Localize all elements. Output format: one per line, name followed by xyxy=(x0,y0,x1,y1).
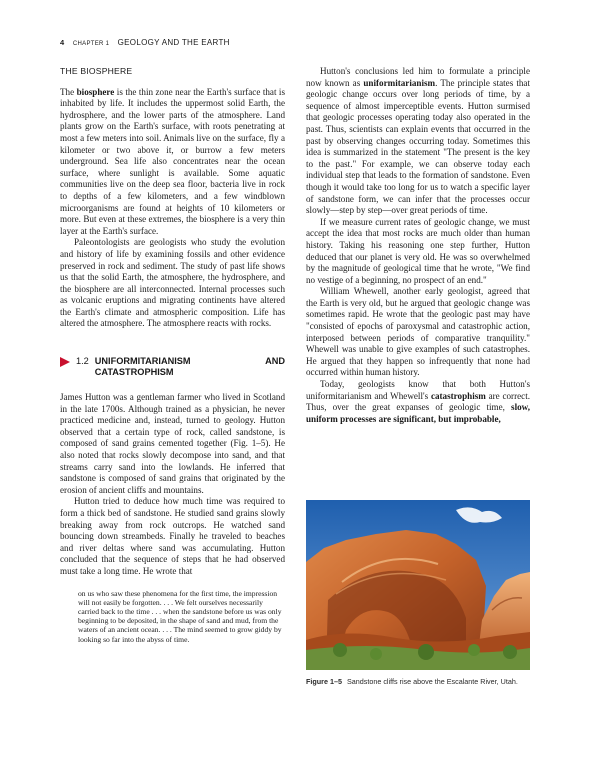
hutton-quote: on us who saw these phenomena for the first time, the impression will not easily be forgotten. . . . We felt ourselves necessarily carried back to the time . . . when the sandstone before us was only beginning to be deposited, in the shape of sand and mud, from the waters of an ancient ocean. . . . The mind seemed to grow giddy by looking so far into the abyss of time. xyxy=(78,588,282,644)
term-catastrophism: catastrophism xyxy=(430,390,486,401)
left-column xyxy=(60,66,285,644)
term-uniformitarianism: uniformitarianism xyxy=(363,77,436,88)
biosphere-paragraph-2: Paleontologists are geologists who study the evolution and history of life by examining fossils and other evidence preserved in rock and sediment. The study of past life shows us that the solid Earth, the atmosphere, the hydrosphere, and the biosphere are all interconnected. Internal processes such as volcanic eruptions and migrating continents have altered the Earth's climate and atmospheric composition. Life has altered the atmosphere. The atmosphere reacts with rocks. xyxy=(60,237,285,329)
section-heading-1-2 xyxy=(60,356,285,378)
right-paragraph-1: Hutton's conclusions led him to formulate a principle now known as uniformitarianism. The principle states that geologic change occurs over long periods of time, by a sequence of almost imperceptible events. Hutton surmised that geologic processes operating today also operated in the past. Thus, scientists can explain events that occurred in the past by observing changes occurring today. Sometimes this idea is summarized in the statement "The present is the key to the past." For example, we can observe today each individual step that leads to the formation of sandstone. Even though it would take too long for us to watch a specific layer of sandstone form, we can infer that the processes occur slowly—step by step—over great periods of time. xyxy=(306,66,530,216)
page-number: 4 xyxy=(60,38,65,47)
section-heading-biosphere: THE BIOSPHERE xyxy=(60,66,133,76)
bold-conclusion: slow, uniform processes are significant, but improbable, xyxy=(306,402,530,424)
biosphere-paragraph-1: The biosphere is the thin zone near the Earth's surface that is inhabited by life. It includes the uppermost solid Earth, the hydrosphere, and the lower parts of the atmosphere. Land plants grow on the Earth's surface, with roots penetrating at most a few meters into soil. Animals live on the surface, fly a kilometer or two above it, or burrow a few meters underground. Sea life also concentrates near the ocean surface, where sunlight is available. Some aquatic communities live on the deep sea floor, bacteria live in rock to depths of a few kilometers, and a few windblown microorganisms are found at heights of 10 kilometers or more. But even at these extremes, the biosphere is a very thin layer at the Earth's surface. xyxy=(60,86,285,236)
right-paragraph-2: If we measure current rates of geologic change, we must accept the idea that most rocks are much older than human history. Taking his reasoning one step further, Hutton deduced that our planet is very old. He was so overwhelmed by the magnitude of geological time that he wrote, "We find no vestige of a beginning, no prospect of an end." xyxy=(306,216,530,285)
hutton-paragraph-2: Hutton tried to deduce how much time was required to form a thick bed of sandstone. He studied sand grains slowly breaking away from rock outcrops. He watched sand bouncing down streambeds. Finally he traveled to beaches and river deltas where sand was accumulating. Hutton concluded that the sequence of steps that he had observed must take a long time. He wrote that xyxy=(60,496,285,576)
figure-photo-sandstone-cliffs xyxy=(306,500,530,670)
chapter-title: GEOLOGY AND THE EARTH xyxy=(117,38,230,47)
term-biosphere: biosphere xyxy=(76,86,115,97)
section-title: UNIFORMITARIANISM AND CATASTROPHISM xyxy=(94,356,285,378)
right-paragraph-4: Today, geologists know that both Hutton's uniformitarianism and Whewell's catastrophism are correct. Thus, over the great expanses of geologic time, slow, uniform processes are significant, but improbable, xyxy=(306,379,530,424)
right-paragraph-3: William Whewell, another early geologist, agreed that the Earth is very old, but he argued that geologic change was sometimes rapid. He wrote that the geologic past may have "consisted of epochs of paroxysmal and catastrophic action, interposed between periods of comparative tranquility." Whewell was unable to give examples of such catastrophes. He argued that they happen so infrequently that none had occurred within human history. xyxy=(306,286,530,378)
figure-caption-text: Sandstone cliffs rise above the Escalante River, Utah. xyxy=(346,677,518,686)
hutton-paragraph-1: James Hutton was a gentleman farmer who lived in Scotland in the late 1700s. Although trained as a physician, he never practiced medicine and, instead, turned to geology. Hutton observed that a certain type of rock, called sandstone, is composed of sand grains cemented together (Fig. 1–5). He also noted that rocks slowly decompose into sand, and that streams carry sand into the lowlands. He inferred that sandstone is composed of sand grains that originated by the erosion of ancient cliffs and mountains. xyxy=(60,392,285,495)
figure-caption xyxy=(306,677,530,686)
red-triangle-icon xyxy=(60,357,70,367)
chapter-label: CHAPTER 1 xyxy=(72,41,110,47)
figure-label: Figure 1–5 xyxy=(306,677,342,686)
running-head xyxy=(60,38,230,47)
sandstone-cliffs-illustration xyxy=(306,500,530,670)
section-number: 1.2 xyxy=(76,356,89,367)
right-column xyxy=(306,66,530,425)
